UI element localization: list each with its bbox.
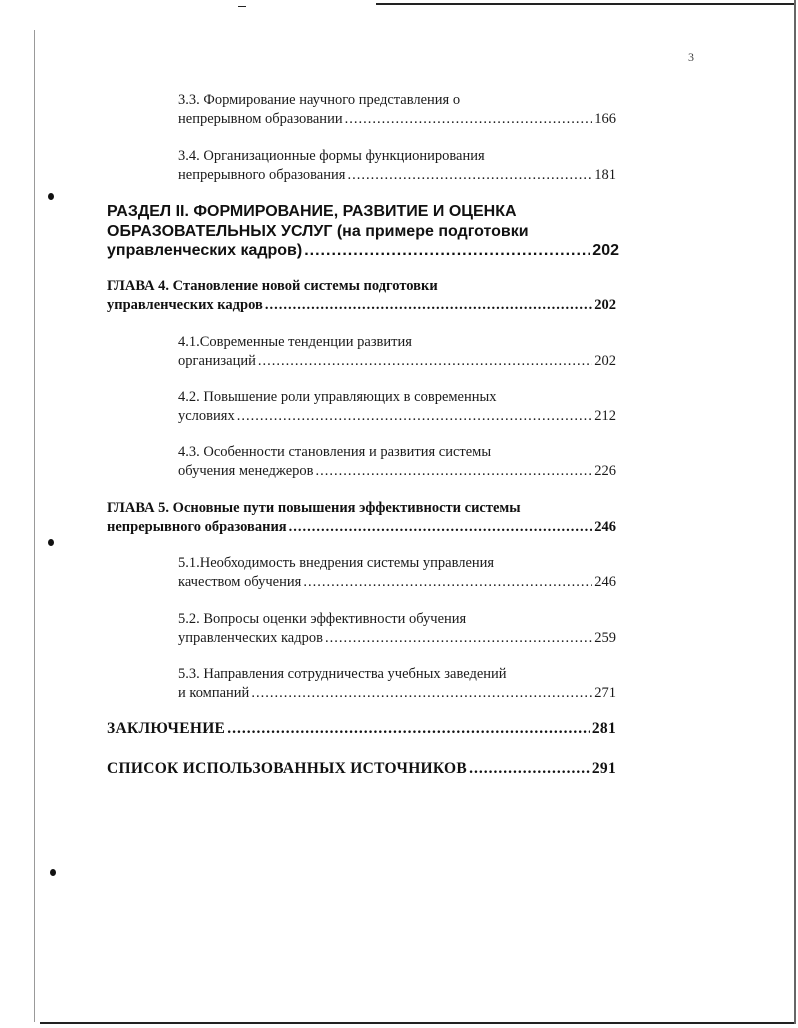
toc-section-heading [107, 202, 619, 261]
section-title-line1: РАЗДЕЛ II. ФОРМИРОВАНИЕ, РАЗВИТИЕ И ОЦЕНКА [107, 203, 517, 220]
toc-entry-title-cont: качеством обучения [178, 574, 302, 590]
leader-dots [469, 760, 590, 778]
leader-dots [227, 720, 590, 738]
binding-hole-mark [48, 539, 54, 546]
toc-entry-title: 3.3. Формирование научного представления о [178, 92, 461, 108]
toc-entry-title: 5.2. Вопросы оценки эффективности обучения [178, 611, 467, 627]
toc-page-number: 246 [594, 519, 616, 535]
page-number: 3 [688, 50, 694, 64]
toc-entry [178, 333, 616, 371]
binding-hole-mark [48, 193, 54, 200]
toc-entry-title: 5.1.Необходимость внедрения системы управления [178, 555, 495, 571]
toc-page-number: 291 [591, 760, 616, 777]
chapter-title-cont: управленческих кадров [107, 297, 263, 313]
leader-dots [325, 629, 592, 648]
binding-hole-mark [50, 869, 56, 876]
toc-entry-title-cont: и компаний [178, 685, 250, 701]
chapter-title: ГЛАВА 4. Становление новой системы подготовки [107, 278, 438, 294]
leader-dots [265, 296, 592, 315]
toc-entry [178, 665, 616, 703]
toc-page-number: 212 [594, 408, 616, 424]
leader-dots [345, 110, 593, 129]
toc-page-number: 281 [591, 720, 616, 737]
leader-dots [303, 573, 592, 592]
section-title-line2: ОБРАЗОВАТЕЛЬНЫХ УСЛУГ (на примере подготовки [107, 222, 529, 240]
scan-border-top [376, 3, 794, 5]
leader-dots [304, 241, 590, 261]
leader-dots [258, 352, 592, 371]
toc-entry-title: 4.2. Повышение роли управляющих в современных [178, 389, 497, 405]
toc-page-number: 246 [594, 574, 616, 590]
toc-page-number: 202 [594, 297, 616, 313]
toc-entry [178, 443, 616, 481]
toc-entry-title: 3.4. Организационные формы функционирования [178, 148, 485, 164]
chapter-title-cont: непрерывного образования [107, 519, 287, 535]
scan-border-right [794, 0, 796, 1024]
conclusion-title: ЗАКЛЮЧЕНИЕ [107, 720, 226, 737]
toc-entry-title-cont: управленческих кадров [178, 630, 323, 646]
section-title-line3: управленческих кадров) [107, 242, 303, 259]
toc-entry-title-cont: обучения менеджеров [178, 463, 314, 479]
toc-entry [178, 147, 616, 185]
toc-entry-title: 4.3. Особенности становления и развития системы [178, 444, 492, 460]
toc-entry [178, 610, 616, 648]
toc-entry-title: 5.3. Направления сотрудничества учебных заведений [178, 666, 507, 682]
toc-sources [107, 760, 616, 778]
scan-border-bottom [40, 1022, 796, 1024]
toc-entry-title-cont: условиях [178, 408, 235, 424]
toc-entry [178, 388, 616, 426]
leader-dots [251, 684, 592, 703]
toc-page-number: 166 [594, 111, 616, 127]
toc-entry-title-cont: организаций [178, 353, 256, 369]
toc-page-number: 202 [592, 242, 619, 259]
toc-page-number: 271 [594, 685, 616, 701]
scan-border-left [34, 30, 35, 1022]
leader-dots [289, 518, 593, 537]
leader-dots [237, 407, 593, 426]
leader-dots [347, 166, 592, 185]
toc-page-number: 226 [594, 463, 616, 479]
toc-entry-title-cont: непрерывного образования [178, 167, 346, 183]
toc-page-number: 259 [594, 630, 616, 646]
scan-mark-top [238, 6, 246, 7]
toc-page-number: 181 [594, 167, 616, 183]
chapter-title: ГЛАВА 5. Основные пути повышения эффективности системы [107, 500, 521, 516]
toc-entry-title: 4.1.Современные тенденции развития [178, 334, 412, 350]
toc-entry [178, 91, 616, 129]
leader-dots [315, 462, 592, 481]
toc-entry [178, 554, 616, 592]
toc-chapter-heading [107, 277, 616, 315]
toc-entry-title-cont: непрерывном образовании [178, 111, 343, 127]
toc-chapter-heading [107, 499, 616, 537]
toc-conclusion [107, 720, 616, 738]
toc-page-number: 202 [594, 353, 616, 369]
sources-title: СПИСОК ИСПОЛЬЗОВАННЫХ ИСТОЧНИКОВ [107, 760, 468, 777]
